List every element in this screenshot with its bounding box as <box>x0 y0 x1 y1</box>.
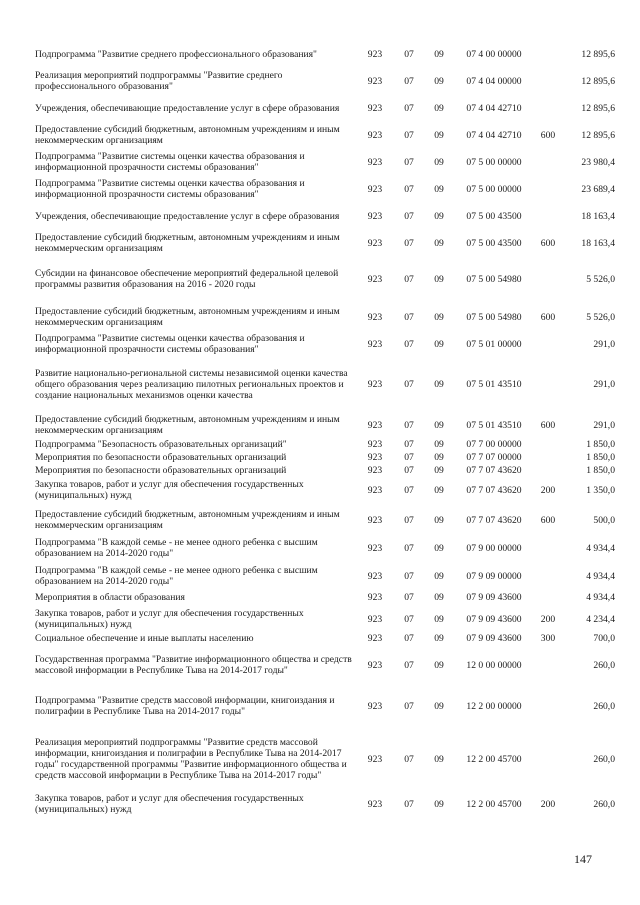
target-article-code: 07 9 00 00000 <box>466 542 522 554</box>
section-code: 07 <box>404 700 414 712</box>
amount: 12 895,6 <box>581 102 615 114</box>
amount: 4 234,4 <box>586 613 615 625</box>
page-number: 147 <box>574 852 592 866</box>
target-article-code: 07 7 00 00000 <box>466 438 522 450</box>
table-row <box>35 508 615 532</box>
section-code: 07 <box>404 273 414 285</box>
table-row <box>35 688 615 724</box>
ministry-code: 923 <box>367 464 383 476</box>
budget-table <box>35 42 615 816</box>
target-article-code: 07 7 07 43620 <box>466 514 522 526</box>
amount: 1 850,0 <box>586 438 615 450</box>
ministry-code: 923 <box>367 613 383 625</box>
subsection-code: 09 <box>434 700 444 712</box>
item-name: Субсидии на финансовое обеспечение мероприятий федеральной целевой программы развития образования на 2016 - 2020 годы <box>35 268 339 290</box>
amount: 700,0 <box>593 632 615 644</box>
amount: 1 850,0 <box>586 464 615 476</box>
ministry-code: 923 <box>367 48 383 60</box>
expense-type-code: 600 <box>540 419 556 431</box>
ministry-code: 923 <box>367 237 383 249</box>
section-code: 07 <box>404 75 414 87</box>
item-name: Подпрограмма "Безопасность образовательных организаций" <box>35 438 287 450</box>
section-code: 07 <box>404 378 414 390</box>
target-article-code: 07 7 07 43620 <box>466 464 522 476</box>
amount: 260,0 <box>593 700 615 712</box>
ministry-code: 923 <box>367 438 383 450</box>
section-code: 07 <box>404 484 414 496</box>
expense-type-code: 600 <box>540 129 556 141</box>
target-article-code: 07 4 04 42710 <box>466 102 522 114</box>
section-code: 07 <box>404 48 414 60</box>
table-row <box>35 413 615 437</box>
item-name: Предоставление субсидий бюджетным, автономным учреждениям и иным некоммерческим организациям <box>35 509 340 531</box>
ministry-code: 923 <box>367 378 383 390</box>
ministry-code: 923 <box>367 700 383 712</box>
table-row <box>35 478 615 502</box>
item-name: Мероприятия в области образования <box>35 591 185 603</box>
amount: 4 934,4 <box>586 542 615 554</box>
section-code: 07 <box>404 798 414 810</box>
item-name: Подпрограмма "Развитие средств массовой информации, книгоиздания и полиграфии в Республике Тыва на 2014-2017 годы" <box>35 695 335 717</box>
target-article-code: 07 5 01 00000 <box>466 338 522 350</box>
target-article-code: 07 9 09 43600 <box>466 613 522 625</box>
subsection-code: 09 <box>434 273 444 285</box>
expense-type-code: 600 <box>540 311 556 323</box>
subsection-code: 09 <box>434 338 444 350</box>
amount: 1 850,0 <box>586 451 615 463</box>
subsection-code: 09 <box>434 798 444 810</box>
table-row <box>35 123 615 147</box>
table-row <box>35 150 615 174</box>
section-code: 07 <box>404 514 414 526</box>
section-code: 07 <box>404 183 414 195</box>
amount: 291,0 <box>593 419 615 431</box>
subsection-code: 09 <box>434 514 444 526</box>
expense-type-code: 200 <box>540 613 556 625</box>
amount: 12 895,6 <box>581 129 615 141</box>
item-name: Подпрограмма "Развитие системы оценки качества образования и информационной прозрачности системы образования" <box>35 333 305 355</box>
section-code: 07 <box>404 451 414 463</box>
subsection-code: 09 <box>434 451 444 463</box>
section-code: 07 <box>404 311 414 323</box>
amount: 5 526,0 <box>586 273 615 285</box>
amount: 260,0 <box>593 659 615 671</box>
table-row <box>35 231 615 255</box>
section-code: 07 <box>404 659 414 671</box>
item-name: Закупка товаров, работ и услуг для обеспечения государственных (муниципальных) нужд <box>35 793 304 815</box>
subsection-code: 09 <box>434 591 444 603</box>
amount: 291,0 <box>593 338 615 350</box>
table-row <box>35 792 615 816</box>
ministry-code: 923 <box>367 753 383 765</box>
subsection-code: 09 <box>434 753 444 765</box>
table-row <box>35 68 615 94</box>
section-code: 07 <box>404 542 414 554</box>
amount: 500,0 <box>593 514 615 526</box>
subsection-code: 09 <box>434 613 444 625</box>
target-article-code: 12 0 00 00000 <box>466 659 522 671</box>
subsection-code: 09 <box>434 311 444 323</box>
target-article-code: 07 5 00 54980 <box>466 273 522 285</box>
ministry-code: 923 <box>367 798 383 810</box>
item-name: Предоставление субсидий бюджетным, автономным учреждениям и иным некоммерческим организациям <box>35 232 340 254</box>
item-name: Реализация мероприятий подпрограммы "Развитие среднего профессионального образования" <box>35 70 283 92</box>
amount: 12 895,6 <box>581 48 615 60</box>
table-row <box>35 96 615 120</box>
expense-type-code: 200 <box>540 798 556 810</box>
table-row <box>35 438 615 450</box>
subsection-code: 09 <box>434 659 444 671</box>
target-article-code: 07 5 01 43510 <box>466 419 522 431</box>
section-code: 07 <box>404 338 414 350</box>
item-name: Учреждения, обеспечивающие предоставление услуг в сфере образования <box>35 210 340 222</box>
item-name: Предоставление субсидий бюджетным, автономным учреждениям и иным некоммерческим организациям <box>35 306 340 328</box>
section-code: 07 <box>404 464 414 476</box>
item-name: Государственная программа "Развитие информационного общества и средств массовой информации в Республике Тыва на 2014-2017 годы" <box>35 654 352 676</box>
section-code: 07 <box>404 419 414 431</box>
amount: 4 934,4 <box>586 570 615 582</box>
target-article-code: 07 9 09 00000 <box>466 570 522 582</box>
subsection-code: 09 <box>434 183 444 195</box>
item-name: Социальное обеспечение и иные выплаты населению <box>35 632 254 644</box>
item-name: Закупка товаров, работ и услуг для обеспечения государственных (муниципальных) нужд <box>35 479 304 501</box>
subsection-code: 09 <box>434 156 444 168</box>
section-code: 07 <box>404 237 414 249</box>
expense-type-code: 200 <box>540 484 556 496</box>
subsection-code: 09 <box>434 48 444 60</box>
amount: 260,0 <box>593 798 615 810</box>
amount: 260,0 <box>593 753 615 765</box>
ministry-code: 923 <box>367 484 383 496</box>
amount: 18 163,4 <box>581 237 615 249</box>
target-article-code: 07 5 00 00000 <box>466 183 522 195</box>
ministry-code: 923 <box>367 542 383 554</box>
target-article-code: 07 7 07 00000 <box>466 451 522 463</box>
item-name: Мероприятия по безопасности образовательных организаций <box>35 451 287 463</box>
section-code: 07 <box>404 570 414 582</box>
ministry-code: 923 <box>367 570 383 582</box>
item-name: Подпрограмма "Развитие системы оценки качества образования и информационной прозрачности системы образования" <box>35 151 305 173</box>
amount: 18 163,4 <box>581 210 615 222</box>
target-article-code: 07 7 07 43620 <box>466 484 522 496</box>
target-article-code: 12 2 00 45700 <box>466 753 522 765</box>
target-article-code: 07 5 00 43500 <box>466 210 522 222</box>
section-code: 07 <box>404 632 414 644</box>
item-name: Реализация мероприятий подпрограммы "Развитие средств массовой информации, книгоиздания и полиграфии в Республике Тыва на 2014-2017 годы" государственной программы "Развитие информационного общества и средств массовой информации в Республике Тыва на 2014-2017 годы" <box>35 737 347 781</box>
amount: 1 350,0 <box>586 484 615 496</box>
table-row <box>35 607 615 631</box>
subsection-code: 09 <box>434 237 444 249</box>
table-row <box>35 730 615 788</box>
ministry-code: 923 <box>367 129 383 141</box>
subsection-code: 09 <box>434 210 444 222</box>
subsection-code: 09 <box>434 464 444 476</box>
ministry-code: 923 <box>367 338 383 350</box>
ministry-code: 923 <box>367 591 383 603</box>
ministry-code: 923 <box>367 273 383 285</box>
subsection-code: 09 <box>434 632 444 644</box>
subsection-code: 09 <box>434 378 444 390</box>
amount: 12 895,6 <box>581 75 615 87</box>
target-article-code: 07 4 04 42710 <box>466 129 522 141</box>
target-article-code: 12 2 00 45700 <box>466 798 522 810</box>
table-row <box>35 266 615 292</box>
section-code: 07 <box>404 156 414 168</box>
subsection-code: 09 <box>434 129 444 141</box>
target-article-code: 07 4 00 00000 <box>466 48 522 60</box>
ministry-code: 923 <box>367 514 383 526</box>
subsection-code: 09 <box>434 438 444 450</box>
ministry-code: 923 <box>367 659 383 671</box>
table-row <box>35 536 615 560</box>
section-code: 07 <box>404 129 414 141</box>
section-code: 07 <box>404 753 414 765</box>
subsection-code: 09 <box>434 484 444 496</box>
target-article-code: 07 5 00 43500 <box>466 237 522 249</box>
item-name: Мероприятия по безопасности образовательных организаций <box>35 464 287 476</box>
subsection-code: 09 <box>434 75 444 87</box>
section-code: 07 <box>404 613 414 625</box>
amount: 4 934,4 <box>586 591 615 603</box>
table-row <box>35 464 615 476</box>
item-name: Подпрограмма "Развитие среднего профессионального образования" <box>35 48 317 60</box>
section-code: 07 <box>404 438 414 450</box>
target-article-code: 07 5 00 54980 <box>466 311 522 323</box>
item-name: Предоставление субсидий бюджетным, автономным учреждениям и иным некоммерческим организациям <box>35 124 340 146</box>
ministry-code: 923 <box>367 75 383 87</box>
expense-type-code: 600 <box>540 237 556 249</box>
item-name: Подпрограмма "В каждой семье - не менее одного ребенка с высшим образованием на 2014-2020 годы" <box>35 565 318 587</box>
section-code: 07 <box>404 102 414 114</box>
ministry-code: 923 <box>367 183 383 195</box>
table-row <box>35 591 615 603</box>
subsection-code: 09 <box>434 419 444 431</box>
subsection-code: 09 <box>434 102 444 114</box>
item-name: Закупка товаров, работ и услуг для обеспечения государственных (муниципальных) нужд <box>35 608 304 630</box>
item-name: Учреждения, обеспечивающие предоставление услуг в сфере образования <box>35 102 340 114</box>
table-row <box>35 564 615 588</box>
amount: 291,0 <box>593 378 615 390</box>
table-row <box>35 361 615 407</box>
table-row <box>35 332 615 356</box>
amount: 23 689,4 <box>581 183 615 195</box>
subsection-code: 09 <box>434 542 444 554</box>
table-row <box>35 42 615 66</box>
table-row <box>35 451 615 463</box>
expense-type-code: 600 <box>540 514 556 526</box>
amount: 23 980,4 <box>581 156 615 168</box>
amount: 5 526,0 <box>586 311 615 323</box>
target-article-code: 07 4 04 00000 <box>466 75 522 87</box>
item-name: Подпрограмма "В каждой семье - не менее одного ребенка с высшим образованием на 2014-2020 годы" <box>35 537 318 559</box>
section-code: 07 <box>404 210 414 222</box>
table-row <box>35 177 615 201</box>
item-name: Подпрограмма "Развитие системы оценки качества образования и информационной прозрачности системы образования" <box>35 178 305 200</box>
expense-type-code: 300 <box>540 632 556 644</box>
ministry-code: 923 <box>367 451 383 463</box>
item-name: Предоставление субсидий бюджетным, автономным учреждениям и иным некоммерческим организациям <box>35 414 340 436</box>
target-article-code: 07 5 00 00000 <box>466 156 522 168</box>
ministry-code: 923 <box>367 311 383 323</box>
ministry-code: 923 <box>367 102 383 114</box>
table-row <box>35 204 615 228</box>
target-article-code: 07 9 09 43600 <box>466 632 522 644</box>
target-article-code: 12 2 00 00000 <box>466 700 522 712</box>
subsection-code: 09 <box>434 570 444 582</box>
ministry-code: 923 <box>367 210 383 222</box>
section-code: 07 <box>404 591 414 603</box>
ministry-code: 923 <box>367 419 383 431</box>
item-name: Развитие национально-региональной системы независимой оценки качества общего образования через реализацию пилотных региональных проектов и создание национальных механизмов оценки качества <box>35 367 348 401</box>
target-article-code: 07 9 09 43600 <box>466 591 522 603</box>
ministry-code: 923 <box>367 156 383 168</box>
table-row <box>35 632 615 644</box>
target-article-code: 07 5 01 43510 <box>466 378 522 390</box>
table-row <box>35 647 615 683</box>
table-row <box>35 305 615 329</box>
ministry-code: 923 <box>367 632 383 644</box>
